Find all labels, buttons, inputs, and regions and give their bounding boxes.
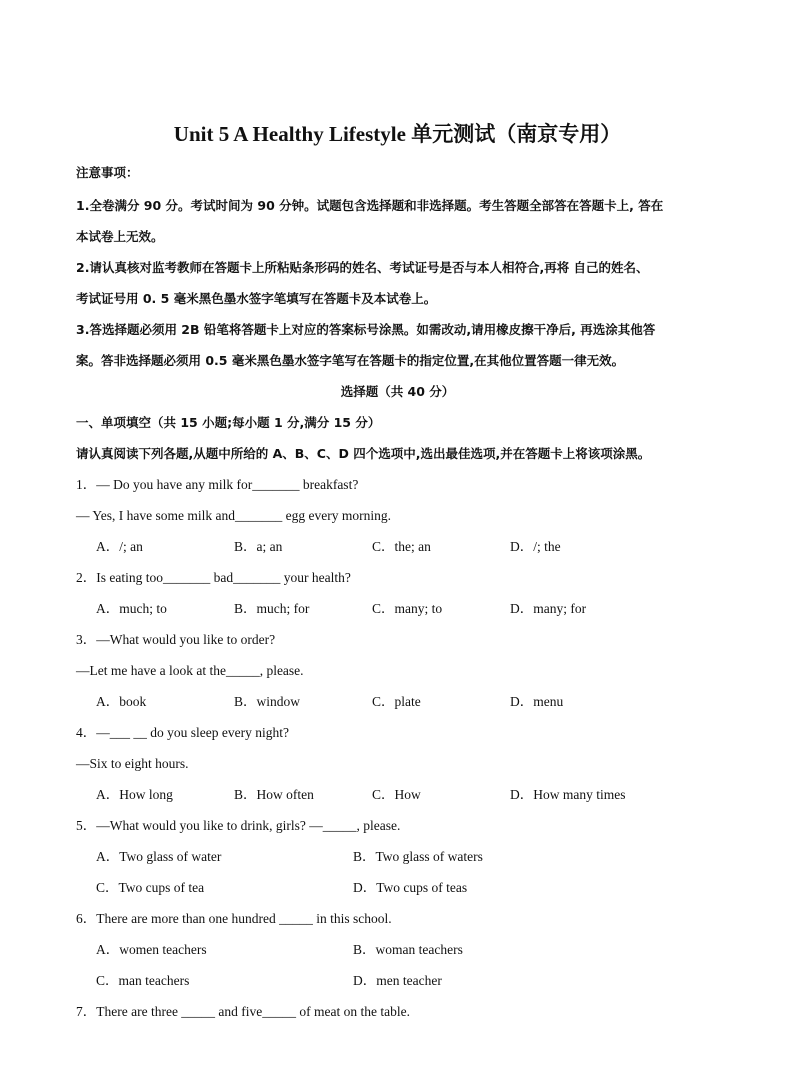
part-title: 一、单项填空（共 15 小题;每小题 1 分,满分 15 分）	[76, 415, 381, 430]
question-text: 5．—What would you like to drink, girls? —_____, please.	[76, 818, 401, 833]
option-b: B．woman teachers	[353, 942, 463, 957]
option-d: D．many; for	[510, 601, 587, 616]
note-line: 2.请认真核对监考教师在答题卡上所粘贴条形码的姓名、考试证号是否与本人相符合,再将 自己的姓名、	[76, 260, 649, 275]
options	[76, 841, 719, 872]
question-7	[76, 996, 719, 1027]
option-c: C．the; an	[372, 539, 431, 554]
question-text: 1．— Do you have any milk for_______ breakfast?	[76, 477, 359, 492]
option-b: B．How often	[234, 787, 314, 802]
option-d: D．men teacher	[353, 973, 442, 988]
option-c: C．How	[372, 787, 421, 802]
question-text: 2．Is eating too_______ bad_______ your health?	[76, 570, 351, 585]
question-4	[76, 717, 719, 810]
option-c: C．plate	[372, 694, 421, 709]
options	[76, 593, 719, 624]
page-title: Unit 5 A Healthy Lifestyle 单元测试（南京专用）	[173, 122, 622, 146]
options	[76, 965, 719, 996]
question-text: 6．There are more than one hundred _____ in this school.	[76, 911, 392, 926]
option-c: C．many; to	[372, 601, 443, 616]
options	[76, 934, 719, 965]
note-line: 案。答非选择题必须用 0.5 毫米黑色墨水签字笔写在答题卡的指定位置,在其他位置答题一律无效。	[76, 353, 625, 368]
option-b: B．Two glass of waters	[353, 849, 483, 864]
option-a: A．Two glass of water	[96, 849, 222, 864]
question-1	[76, 469, 719, 562]
note-line: 1.全卷满分 90 分。考试时间为 90 分钟。试题包含选择题和非选择题。考生答题全部答在答题卡上, 答在	[76, 198, 664, 213]
option-c: C．man teachers	[96, 973, 190, 988]
option-d: D．How many times	[510, 787, 626, 802]
option-a: A．How long	[96, 787, 173, 802]
option-d: D．/; the	[510, 539, 561, 554]
option-b: B．much; for	[234, 601, 310, 616]
question-text: — Yes, I have some milk and_______ egg every morning.	[76, 508, 391, 523]
question-text: 3．—What would you like to order?	[76, 632, 276, 647]
options	[76, 779, 719, 810]
option-b: B．window	[234, 694, 301, 709]
instructions: 请认真阅读下列各题,从题中所给的 A、B、C、D 四个选项中,选出最佳选项,并在答题卡上将该项涂黑。	[76, 446, 651, 461]
options	[76, 686, 719, 717]
note-line: 考试证号用 0. 5 毫米黑色墨水签字笔填写在答题卡及本试卷上。	[76, 291, 437, 306]
question-text: 7．There are three _____ and five_____ of meat on the table.	[76, 1004, 410, 1019]
notes-heading: 注意事项：	[76, 165, 139, 180]
question-text: —Let me have a look at the_____, please.	[76, 663, 304, 678]
options	[76, 531, 719, 562]
section-title: 选择题（共 40 分）	[340, 384, 455, 399]
question-text: 4．—___ __ do you sleep every night?	[76, 725, 289, 740]
note-line: 3.答选择题必须用 2B 铅笔将答题卡上对应的答案标号涂黑。如需改动,请用橡皮擦干净后, 再选涂其他答	[76, 322, 656, 337]
option-a: A．book	[96, 694, 147, 709]
option-a: A．women teachers	[96, 942, 207, 957]
options	[76, 872, 719, 903]
option-a: A．/; an	[96, 539, 143, 554]
question-2	[76, 562, 719, 624]
option-b: B．a; an	[234, 539, 283, 554]
question-3	[76, 624, 719, 717]
option-d: D．Two cups of teas	[353, 880, 468, 895]
question-text: —Six to eight hours.	[76, 756, 189, 771]
option-c: C．Two cups of tea	[96, 880, 205, 895]
note-line: 本试卷上无效。	[76, 229, 164, 244]
question-5	[76, 810, 719, 903]
question-6	[76, 903, 719, 996]
option-d: D．menu	[510, 694, 564, 709]
option-a: A．much; to	[96, 601, 167, 616]
